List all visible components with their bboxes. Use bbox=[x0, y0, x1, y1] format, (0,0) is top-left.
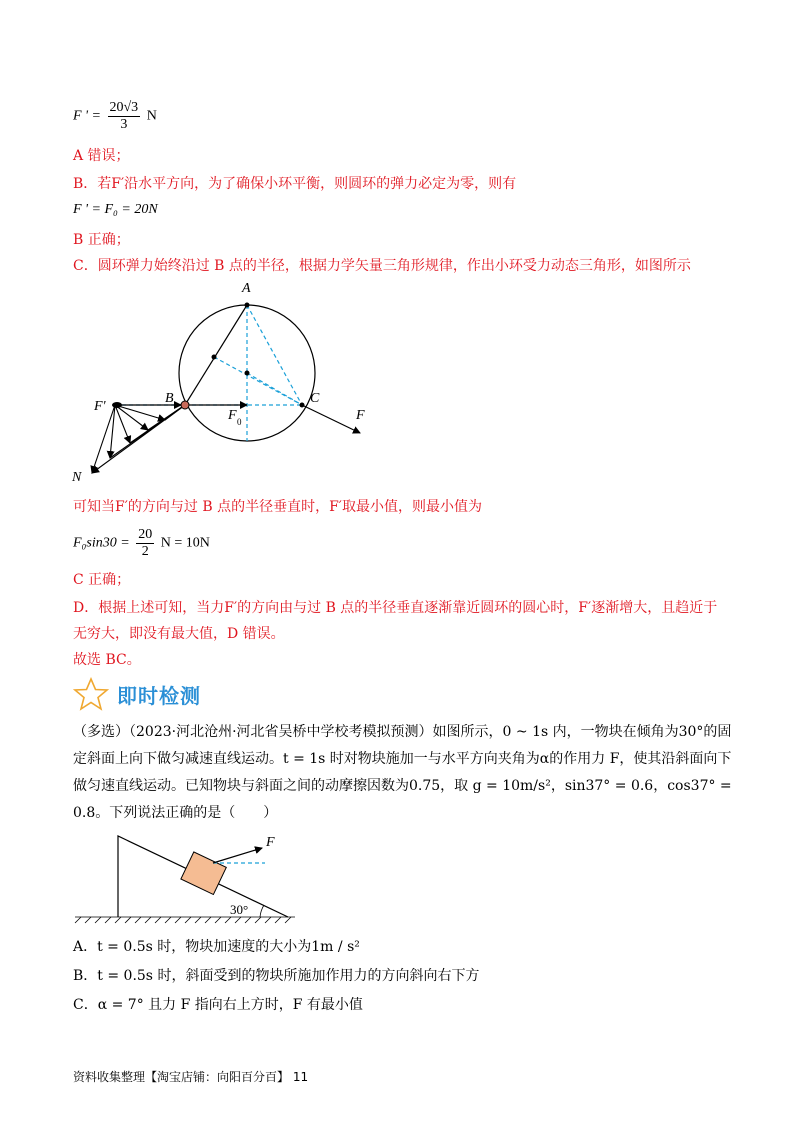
label-n: N bbox=[72, 470, 82, 485]
label-c: C bbox=[310, 391, 320, 406]
option-c-verdict: C 正确； bbox=[73, 572, 131, 588]
ring-b bbox=[181, 401, 189, 409]
dynamic-triangle bbox=[92, 405, 185, 473]
force-triangle-diagram bbox=[70, 278, 390, 493]
formula-unit: N bbox=[146, 108, 157, 124]
section-title: 即时检测 bbox=[117, 683, 201, 708]
option-b-explanation: B．若F′沿水平方向，为了确保小环平衡，则圆环的弹力必定为零，则有 bbox=[73, 176, 517, 192]
angle-label: 30° bbox=[230, 902, 249, 917]
label-f: F bbox=[356, 408, 365, 423]
star-icon bbox=[73, 677, 109, 711]
radius-line-ab bbox=[185, 305, 247, 405]
block bbox=[181, 852, 226, 895]
option-d-explanation-1: D．根据上述可知，当力F′的方向由与过 B 点的半径垂直逐渐靠近圆环的圆心时，F′逐渐增大，且趋近于 bbox=[73, 600, 718, 616]
formula-lhs: F ' = bbox=[73, 108, 101, 124]
option-c-conclusion: 可知当F′的方向与过 B 点的半径垂直时，F′取最小值，则最小值为 bbox=[73, 499, 482, 515]
option-c-formula bbox=[73, 527, 210, 560]
fraction-denominator: 2 bbox=[141, 544, 149, 559]
label-a: A bbox=[242, 281, 251, 296]
formula-rhs: N = 10N bbox=[160, 535, 210, 551]
option-b-verdict: B 正确； bbox=[73, 232, 130, 248]
fraction-denominator: 3 bbox=[120, 117, 128, 132]
answer-line: 故选 BC。 bbox=[73, 652, 141, 668]
option-d-explanation-2: 无穷大，即没有最大值，D 错误。 bbox=[73, 626, 285, 642]
question-text: （多选）（2023·河北沧州·河北省吴桥中学校考模拟预测）如图所示，0 ~ 1s 内，一物块在倾角为30°的固定斜面上向下做匀减速直线运动。t = 1s 时对物块施加一与水平方向夹角为α的作用力 F，使其沿斜面向下做匀速直线运动。已知物块与斜面之间的动摩擦因数为0.75，取 g = 10m/s²，sin37° = 0.6，cos37° = 0.8。下列说法正确的是（ ） bbox=[73, 724, 732, 821]
formula-f-prime bbox=[73, 100, 157, 133]
incline-diagram bbox=[70, 830, 370, 925]
option-c-explanation: C．圆环弹力始终沿过 B 点的半径，根据力学矢量三角形规律，作出小环受力动态三角形，如图所示 bbox=[73, 258, 691, 274]
fraction-numerator: 20 bbox=[138, 527, 153, 542]
option-b: B．t = 0.5s 时，斜面受到的物块所施加作用力的方向斜向右下方 bbox=[73, 968, 480, 984]
force-f bbox=[302, 405, 360, 433]
label-b: B bbox=[165, 391, 174, 406]
option-b-formula: F ' = F₀ = 20N bbox=[73, 202, 158, 217]
dashed-construction-lines bbox=[115, 305, 302, 441]
label-f0-sub: 0 bbox=[237, 417, 242, 427]
label-f: F bbox=[266, 835, 275, 850]
option-a-verdict: A 错误； bbox=[73, 148, 130, 164]
section-header bbox=[73, 676, 201, 712]
force-f-arrow bbox=[213, 848, 262, 863]
label-f0: F bbox=[228, 408, 237, 423]
fraction-numerator: 20√3 bbox=[109, 100, 139, 115]
ground-hatch bbox=[75, 917, 295, 923]
fraction bbox=[136, 527, 154, 560]
option-a: A．t = 0.5s 时，物块加速度的大小为1m / s² bbox=[73, 939, 360, 955]
label-f-prime: F' bbox=[94, 399, 106, 414]
formula-lhs: F₀sin30 = bbox=[73, 535, 130, 551]
page-footer: 资料收集整理【淘宝店铺：向阳百分百】 11 bbox=[73, 1070, 309, 1084]
fraction bbox=[108, 100, 141, 133]
option-c: C．α = 7° 且力 F 指向右上方时，F 有最小值 bbox=[73, 997, 363, 1013]
